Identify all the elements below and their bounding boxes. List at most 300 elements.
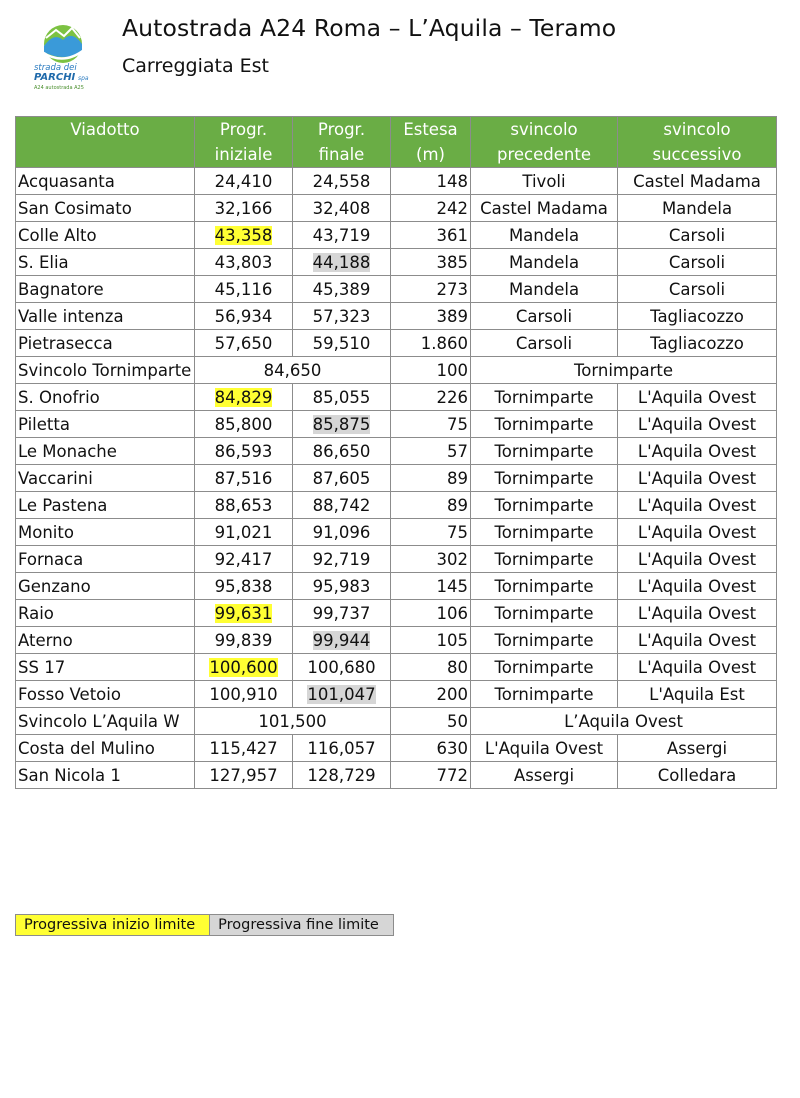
progressive-end-value: 116,057	[307, 739, 376, 758]
previous-junction	[471, 627, 618, 654]
length-m-value: 100	[436, 361, 468, 380]
next-junction	[618, 492, 777, 519]
viaduct-name-value: Le Monache	[18, 442, 117, 461]
previous-junction	[471, 195, 618, 222]
column-header	[16, 117, 195, 168]
previous-junction	[471, 411, 618, 438]
length-m-value: 385	[436, 253, 468, 272]
length-m	[391, 384, 471, 411]
progressive-start-value: 24,410	[214, 172, 273, 191]
viaduct-name-value: Svincolo Tornimparte	[18, 361, 192, 380]
table-row	[16, 168, 777, 195]
viaduct-name	[16, 330, 195, 357]
viaduct-name-value: Monito	[18, 523, 74, 542]
progressive-start-value: 88,653	[214, 496, 273, 515]
progressive-start	[195, 195, 293, 222]
column-header-line: precedente	[497, 145, 591, 164]
viaduct-name-value: Fosso Vetoio	[18, 685, 121, 704]
previous-junction-value: Assergi	[513, 766, 575, 785]
progressive-start	[195, 168, 293, 195]
viaduct-name-value: Raio	[18, 604, 54, 623]
progressive-start-value: 127,957	[209, 766, 278, 785]
length-m-value: 57	[447, 442, 468, 461]
table-row	[16, 681, 777, 708]
table-row	[16, 303, 777, 330]
progressive-end	[293, 168, 391, 195]
viaducts-table	[15, 116, 777, 789]
length-m-value: 302	[436, 550, 468, 569]
progressive-start-value: 99,839	[214, 631, 273, 650]
column-header-line: Estesa	[403, 120, 458, 139]
next-junction	[618, 546, 777, 573]
column-header	[391, 117, 471, 168]
progressive-start	[195, 492, 293, 519]
progressive-end	[293, 276, 391, 303]
next-junction	[618, 519, 777, 546]
previous-junction	[471, 168, 618, 195]
length-m-value: 106	[436, 604, 468, 623]
next-junction-value: L'Aquila Est	[649, 685, 745, 704]
progressive-start-value: 100,600	[209, 658, 278, 677]
column-header-line: (m)	[416, 145, 445, 164]
viaduct-name	[16, 249, 195, 276]
progressive-start	[195, 654, 293, 681]
length-m-value: 361	[436, 226, 468, 245]
previous-junction	[471, 330, 618, 357]
viaduct-name	[16, 303, 195, 330]
viaduct-name	[16, 276, 195, 303]
next-junction-value: Carsoli	[668, 226, 726, 245]
progressive-position	[195, 708, 391, 735]
progressive-end-value: 86,650	[312, 442, 371, 461]
progressive-position	[195, 357, 391, 384]
viaduct-name	[16, 492, 195, 519]
progressive-start-value: 84,829	[214, 388, 273, 407]
next-junction-value: Mandela	[661, 199, 733, 218]
previous-junction-value: Tornimparte	[494, 469, 594, 488]
progressive-end-value: 92,719	[312, 550, 371, 569]
length-m-value: 89	[447, 496, 468, 515]
length-m-value: 75	[447, 415, 468, 434]
next-junction	[618, 465, 777, 492]
previous-junction-value: Tornimparte	[494, 388, 594, 407]
length-m	[391, 681, 471, 708]
table-row	[16, 438, 777, 465]
viaduct-name-value: Bagnatore	[18, 280, 104, 299]
progressive-end-value: 85,875	[312, 415, 371, 434]
progressive-start	[195, 438, 293, 465]
table-row	[16, 492, 777, 519]
next-junction	[618, 681, 777, 708]
viaduct-name	[16, 681, 195, 708]
progressive-start-value: 86,593	[214, 442, 273, 461]
junction-name-value: Tornimparte	[574, 361, 673, 380]
length-m	[391, 573, 471, 600]
page-subtitle: Carreggiata Est	[122, 55, 269, 77]
length-m	[391, 168, 471, 195]
length-m	[391, 654, 471, 681]
column-header	[618, 117, 777, 168]
viaduct-name-value: Le Pastena	[18, 496, 108, 515]
column-header-line: Viadotto	[70, 120, 140, 139]
progressive-start-value: 91,021	[214, 523, 273, 542]
next-junction	[618, 411, 777, 438]
length-m-value: 80	[447, 658, 468, 677]
viaduct-name-value: S. Onofrio	[18, 388, 100, 407]
progressive-end-value: 128,729	[307, 766, 376, 785]
next-junction-value: L'Aquila Ovest	[637, 388, 757, 407]
legend-start-label: Progressiva inizio limite	[16, 915, 210, 936]
length-m-value: 242	[436, 199, 468, 218]
junction-name	[471, 357, 777, 384]
viaduct-name-value: Colle Alto	[18, 226, 97, 245]
next-junction	[618, 600, 777, 627]
table-row	[16, 384, 777, 411]
length-m	[391, 411, 471, 438]
progressive-end-value: 45,389	[312, 280, 371, 299]
junction-name-value: L’Aquila Ovest	[564, 712, 683, 731]
progressive-start-value: 95,838	[214, 577, 273, 596]
progressive-end	[293, 681, 391, 708]
progressive-end	[293, 438, 391, 465]
viaduct-name-value: Pietrasecca	[18, 334, 113, 353]
progressive-start	[195, 600, 293, 627]
progressive-end	[293, 411, 391, 438]
next-junction-value: Tagliacozzo	[650, 334, 744, 353]
length-m-value: 1.860	[420, 334, 468, 353]
viaduct-name	[16, 627, 195, 654]
table-row	[16, 411, 777, 438]
previous-junction	[471, 276, 618, 303]
previous-junction-value: Tornimparte	[494, 523, 594, 542]
viaduct-name-value: Piletta	[18, 415, 70, 434]
logo-text: strada dei PARCHI spa A24 autostrada A25	[34, 63, 89, 91]
table-row	[16, 600, 777, 627]
table-row	[16, 573, 777, 600]
progressive-position-value: 84,650	[263, 361, 322, 380]
next-junction-value: Castel Madama	[633, 172, 761, 191]
next-junction	[618, 276, 777, 303]
length-m	[391, 519, 471, 546]
next-junction	[618, 654, 777, 681]
previous-junction-value: Tornimparte	[494, 496, 594, 515]
progressive-end	[293, 546, 391, 573]
progressive-end-value: 59,510	[312, 334, 371, 353]
progressive-position-value: 101,500	[258, 712, 327, 731]
next-junction-value: L'Aquila Ovest	[637, 604, 757, 623]
table-row	[16, 330, 777, 357]
viaduct-name-value: Costa del Mulino	[18, 739, 155, 758]
column-header-line: finale	[318, 145, 365, 164]
progressive-end	[293, 303, 391, 330]
progressive-end	[293, 465, 391, 492]
previous-junction	[471, 492, 618, 519]
viaduct-name	[16, 573, 195, 600]
progressive-end-value: 100,680	[307, 658, 376, 677]
column-header	[471, 117, 618, 168]
length-m-value: 50	[447, 712, 468, 731]
progressive-start-value: 99,631	[214, 604, 273, 623]
length-m	[391, 195, 471, 222]
viaduct-name	[16, 195, 195, 222]
progressive-end-value: 32,408	[312, 199, 371, 218]
previous-junction-value: Tornimparte	[494, 442, 594, 461]
next-junction-value: L'Aquila Ovest	[637, 469, 757, 488]
table-row	[16, 465, 777, 492]
previous-junction	[471, 303, 618, 330]
table-row	[16, 519, 777, 546]
next-junction-value: L'Aquila Ovest	[637, 496, 757, 515]
previous-junction	[471, 249, 618, 276]
viaduct-name	[16, 222, 195, 249]
progressive-end	[293, 330, 391, 357]
viaduct-name	[16, 546, 195, 573]
next-junction	[618, 222, 777, 249]
previous-junction-value: Mandela	[508, 280, 580, 299]
next-junction	[618, 627, 777, 654]
progressive-start-value: 85,800	[214, 415, 273, 434]
viaduct-name	[16, 735, 195, 762]
viaduct-name-value: Fornaca	[18, 550, 84, 569]
progressive-end-value: 99,944	[312, 631, 371, 650]
viaduct-name-value: SS 17	[18, 658, 66, 677]
previous-junction-value: Tornimparte	[494, 685, 594, 704]
viaduct-name-value: Svincolo L’Aquila W	[18, 712, 180, 731]
table-header-row	[16, 117, 777, 168]
previous-junction-value: Mandela	[508, 226, 580, 245]
progressive-start	[195, 627, 293, 654]
viaduct-name	[16, 654, 195, 681]
viaduct-name	[16, 519, 195, 546]
next-junction	[618, 573, 777, 600]
logo	[30, 22, 100, 92]
viaduct-name	[16, 762, 195, 789]
next-junction-value: L'Aquila Ovest	[637, 550, 757, 569]
progressive-end-value: 44,188	[312, 253, 371, 272]
next-junction	[618, 762, 777, 789]
length-m	[391, 546, 471, 573]
viaduct-name	[16, 384, 195, 411]
previous-junction-value: Mandela	[508, 253, 580, 272]
column-header-line: Progr.	[317, 120, 366, 139]
length-m-value: 389	[436, 307, 468, 326]
previous-junction-value: Tornimparte	[494, 550, 594, 569]
progressive-end	[293, 762, 391, 789]
previous-junction	[471, 438, 618, 465]
length-m	[391, 276, 471, 303]
viaduct-name-value: S. Elia	[18, 253, 69, 272]
next-junction-value: Colledara	[657, 766, 737, 785]
viaduct-name-value: Acquasanta	[18, 172, 115, 191]
page-title: Autostrada A24 Roma – L’Aquila – Teramo	[122, 14, 617, 42]
previous-junction-value: Tornimparte	[494, 577, 594, 596]
progressive-end-value: 99,737	[312, 604, 371, 623]
previous-junction-value: Tornimparte	[494, 631, 594, 650]
next-junction-value: Tagliacozzo	[650, 307, 744, 326]
previous-junction-value: Tornimparte	[494, 415, 594, 434]
viaduct-name	[16, 438, 195, 465]
column-header-line: svincolo	[510, 120, 578, 139]
length-m	[391, 762, 471, 789]
next-junction-value: L'Aquila Ovest	[637, 415, 757, 434]
next-junction	[618, 303, 777, 330]
junction-name	[471, 708, 777, 735]
progressive-start	[195, 330, 293, 357]
length-m-value: 148	[436, 172, 468, 191]
next-junction	[618, 168, 777, 195]
table-row	[16, 735, 777, 762]
viaduct-name	[16, 357, 195, 384]
next-junction	[618, 330, 777, 357]
table-row	[16, 357, 777, 384]
previous-junction-value: Tornimparte	[494, 658, 594, 677]
previous-junction	[471, 573, 618, 600]
length-m	[391, 600, 471, 627]
column-header	[293, 117, 391, 168]
progressive-start	[195, 384, 293, 411]
length-m	[391, 438, 471, 465]
viaduct-name	[16, 600, 195, 627]
progressive-start	[195, 276, 293, 303]
column-header	[195, 117, 293, 168]
table-row	[16, 222, 777, 249]
progressive-start	[195, 303, 293, 330]
progressive-start-value: 32,166	[214, 199, 273, 218]
length-m-value: 772	[436, 766, 468, 785]
next-junction	[618, 735, 777, 762]
progressive-start	[195, 249, 293, 276]
previous-junction	[471, 222, 618, 249]
length-m	[391, 627, 471, 654]
progressive-end	[293, 222, 391, 249]
column-header-line: Progr.	[219, 120, 268, 139]
progressive-start	[195, 546, 293, 573]
previous-junction-value: L'Aquila Ovest	[484, 739, 604, 758]
progressive-end	[293, 519, 391, 546]
progressive-end-value: 87,605	[312, 469, 371, 488]
progressive-start-value: 87,516	[214, 469, 273, 488]
length-m	[391, 492, 471, 519]
column-header-line: svincolo	[663, 120, 731, 139]
next-junction-value: L'Aquila Ovest	[637, 442, 757, 461]
length-m-value: 75	[447, 523, 468, 542]
length-m-value: 226	[436, 388, 468, 407]
progressive-end-value: 101,047	[307, 685, 376, 704]
next-junction	[618, 249, 777, 276]
next-junction-value: Carsoli	[668, 253, 726, 272]
previous-junction	[471, 735, 618, 762]
progressive-end	[293, 573, 391, 600]
table-row	[16, 627, 777, 654]
previous-junction	[471, 384, 618, 411]
viaduct-name-value: Genzano	[18, 577, 91, 596]
viaduct-name-value: Vaccarini	[18, 469, 93, 488]
progressive-end	[293, 600, 391, 627]
next-junction	[618, 195, 777, 222]
next-junction-value: Assergi	[666, 739, 728, 758]
progressive-start	[195, 573, 293, 600]
progressive-end-value: 24,558	[312, 172, 371, 191]
progressive-end	[293, 492, 391, 519]
viaduct-name	[16, 465, 195, 492]
previous-junction-value: Carsoli	[515, 334, 573, 353]
progressive-start-value: 115,427	[209, 739, 278, 758]
progressive-start-value: 56,934	[214, 307, 273, 326]
progressive-start	[195, 681, 293, 708]
previous-junction-value: Tivoli	[522, 172, 566, 191]
table-row	[16, 654, 777, 681]
next-junction	[618, 384, 777, 411]
table-row	[16, 249, 777, 276]
progressive-start	[195, 465, 293, 492]
previous-junction	[471, 681, 618, 708]
progressive-start-value: 57,650	[214, 334, 273, 353]
progressive-start-value: 43,358	[214, 226, 273, 245]
table-row	[16, 276, 777, 303]
progressive-start	[195, 735, 293, 762]
length-m-value: 105	[436, 631, 468, 650]
table-row	[16, 762, 777, 789]
previous-junction-value: Castel Madama	[480, 199, 608, 218]
length-m-value: 273	[436, 280, 468, 299]
progressive-start	[195, 519, 293, 546]
viaduct-name-value: San Cosimato	[18, 199, 132, 218]
previous-junction	[471, 465, 618, 492]
next-junction-value: L'Aquila Ovest	[637, 631, 757, 650]
progressive-end-value: 95,983	[312, 577, 371, 596]
legend	[15, 914, 394, 936]
length-m	[391, 303, 471, 330]
next-junction-value: Carsoli	[668, 280, 726, 299]
progressive-end-value: 43,719	[312, 226, 371, 245]
table-row	[16, 195, 777, 222]
viaduct-name-value: Aterno	[18, 631, 73, 650]
viaduct-name	[16, 708, 195, 735]
length-m	[391, 249, 471, 276]
previous-junction	[471, 654, 618, 681]
progressive-start-value: 43,803	[214, 253, 273, 272]
progressive-start	[195, 762, 293, 789]
progressive-end-value: 57,323	[312, 307, 371, 326]
progressive-end	[293, 195, 391, 222]
length-m-value: 200	[436, 685, 468, 704]
progressive-end	[293, 384, 391, 411]
progressive-start-value: 92,417	[214, 550, 273, 569]
progressive-end-value: 88,742	[312, 496, 371, 515]
table-row	[16, 708, 777, 735]
length-m	[391, 708, 471, 735]
previous-junction-value: Carsoli	[515, 307, 573, 326]
next-junction-value: L'Aquila Ovest	[637, 523, 757, 542]
progressive-end	[293, 654, 391, 681]
table-row	[16, 546, 777, 573]
progressive-start-value: 100,910	[209, 685, 278, 704]
length-m-value: 630	[436, 739, 468, 758]
progressive-start-value: 45,116	[214, 280, 273, 299]
table-body	[16, 168, 777, 789]
progressive-end	[293, 735, 391, 762]
next-junction-value: L'Aquila Ovest	[637, 658, 757, 677]
length-m	[391, 735, 471, 762]
previous-junction	[471, 519, 618, 546]
progressive-end-value: 91,096	[312, 523, 371, 542]
previous-junction	[471, 600, 618, 627]
progressive-start	[195, 222, 293, 249]
length-m	[391, 222, 471, 249]
next-junction	[618, 438, 777, 465]
viaduct-name-value: San Nicola 1	[18, 766, 121, 785]
previous-junction	[471, 546, 618, 573]
